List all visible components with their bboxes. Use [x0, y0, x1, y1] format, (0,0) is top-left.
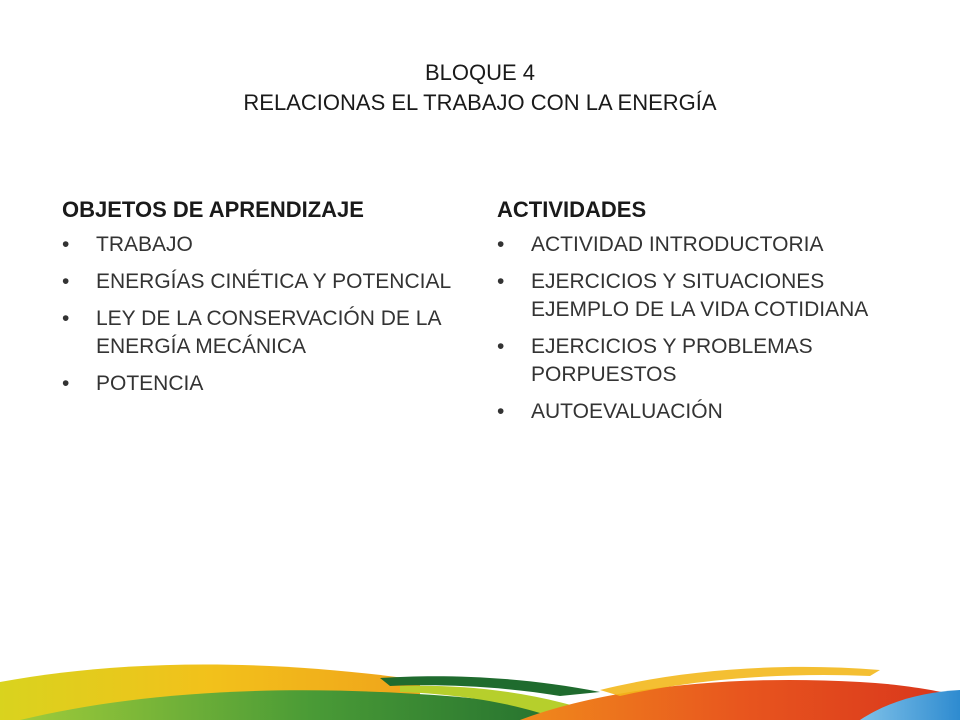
list-item — [62, 305, 462, 361]
slide-title — [0, 58, 960, 118]
title-line-1: BLOQUE 4 — [424, 60, 536, 85]
list-item — [497, 333, 917, 389]
bullet-icon: • — [62, 270, 70, 293]
learning-objects-heading: OBJETOS DE APRENDIZAJE — [62, 197, 364, 222]
learning-objects-column — [62, 195, 462, 407]
list-item — [497, 268, 917, 324]
list-item-text: ACTIVIDAD INTRODUCTORIA — [531, 233, 824, 256]
activities-heading: ACTIVIDADES — [497, 197, 647, 222]
learning-objects-list — [62, 231, 462, 398]
bullet-icon: • — [62, 307, 70, 330]
list-item-text: AUTOEVALUACIÓN — [531, 400, 723, 423]
activities-column — [497, 195, 917, 435]
decorative-wave-band — [0, 630, 960, 720]
list-item-text: POTENCIA — [96, 372, 204, 395]
activities-list — [497, 231, 917, 426]
list-item — [62, 370, 462, 398]
title-line-2: RELACIONAS EL TRABAJO CON LA ENERGÍA — [243, 90, 717, 115]
bullet-icon: • — [497, 233, 505, 256]
list-item — [62, 268, 462, 296]
list-item-text: TRABAJO — [96, 233, 193, 256]
list-item-text: EJERCICIOS Y PROBLEMAS PORPUESTOS — [531, 335, 813, 386]
list-item-text: LEY DE LA CONSERVACIÓN DE LA ENERGÍA MECÁNICA — [96, 307, 441, 358]
list-item — [497, 231, 917, 259]
list-item-text: ENERGÍAS CINÉTICA Y POTENCIAL — [96, 270, 452, 293]
bullet-icon: • — [497, 335, 505, 358]
bullet-icon: • — [497, 270, 505, 293]
list-item-text: EJERCICIOS Y SITUACIONES EJEMPLO DE LA VIDA COTIDIANA — [531, 270, 869, 321]
bullet-icon: • — [497, 400, 505, 423]
list-item — [497, 398, 917, 426]
bullet-icon: • — [62, 372, 70, 395]
list-item — [62, 231, 462, 259]
bullet-icon: • — [62, 233, 70, 256]
